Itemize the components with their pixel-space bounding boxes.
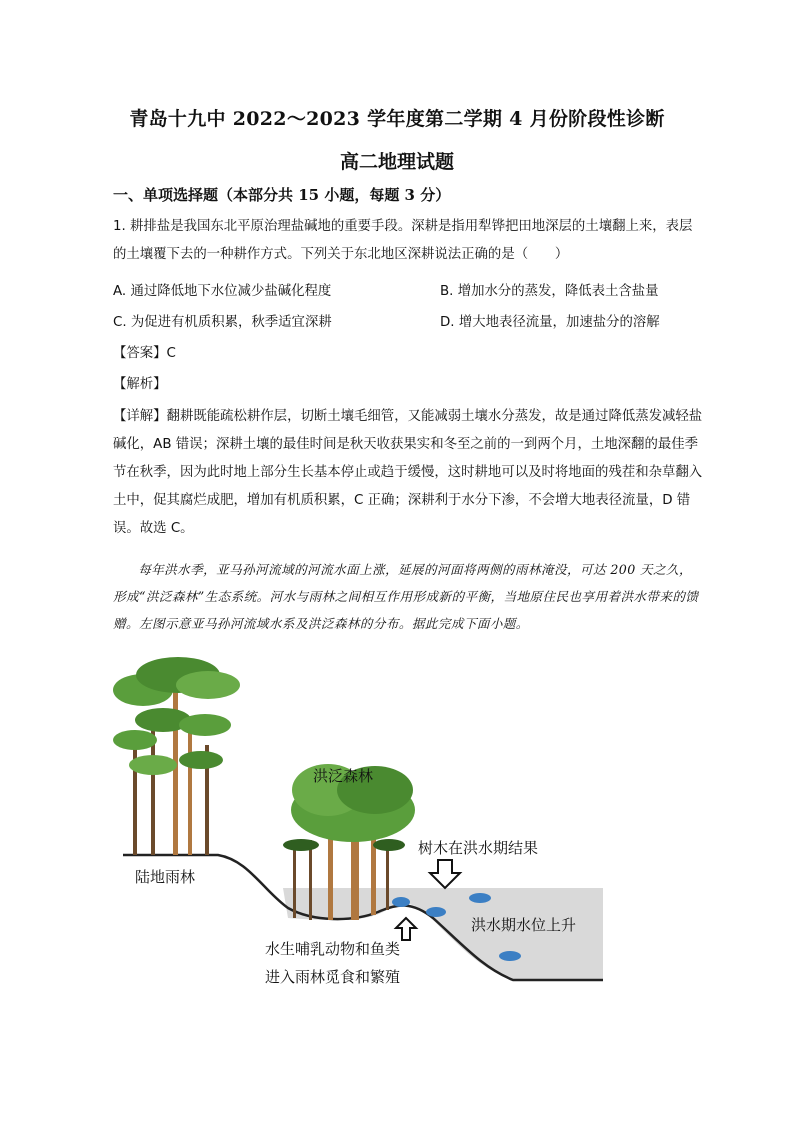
analysis-detail: 【详解】翻耕既能疏松耕作层，切断土壤毛细管，又能减弱土壤水分蒸发，故是通过降低蒸发减轻盐碱化，AB 错误；深耕土壤的最佳时间是秋天收获果实和冬至之前的一到两个月，土地深翻的最佳季节在秋季，因为此时地上部分生长基本停止或趋于缓慢，这时耕地可以及时将地面的残茬和杂草翻入土中，促其腐烂成肥，增加有机质积累，C 正确；深耕利于水分下渗，不会增大地表径流量，D 错误。故选 C。 bbox=[113, 409, 703, 536]
reading-material: 每年洪水季，亚马孙河流域的河流水面上涨，延展的河面将两侧的雨林淹没，可达 200 天之久，形成“洪泛森林”生态系统。河水与雨林之间相互作用形成新的平衡，当地原住民也享用着洪水带来的馈赠。左图示意亚马孙河流域水系及洪泛森林的分布。据此完成下面小题。 bbox=[113, 562, 699, 631]
option-c: C. 为促进有机质积累，秋季适宜深耕 bbox=[113, 315, 332, 330]
label-animals-line2: 进入雨林觅食和繁殖 bbox=[265, 968, 401, 986]
up-arrow-icon bbox=[396, 918, 416, 940]
option-b: B. 增加水分的蒸发，降低表土含盐量 bbox=[440, 284, 659, 299]
question-stem: 1. 耕排盐是我国东北平原治理盐碱地的重要手段。深耕是指用犁铧把田地深层的土壤翻上来，表层的土壤覆下去的一种耕作方式。下列关于东北地区深耕说法正确的是（ ） bbox=[113, 219, 693, 262]
document-title: 青岛十九中 2022～2023 学年度第二学期 4 月份阶段性诊断 bbox=[129, 108, 665, 130]
label-fruit: 树木在洪水期结果 bbox=[418, 839, 539, 857]
label-animals-line1: 水生哺乳动物和鱼类 bbox=[265, 940, 401, 958]
option-a: A. 通过降低地下水位减少盐碱化程度 bbox=[113, 284, 332, 299]
document-subtitle: 高二地理试题 bbox=[339, 151, 454, 173]
label-flood-forest: 洪泛森林 bbox=[313, 767, 374, 785]
label-water-rise: 洪水期水位上升 bbox=[471, 916, 577, 934]
option-d: D. 增大地表径流量，加速盐分的溶解 bbox=[440, 315, 660, 330]
down-arrow-icon bbox=[430, 860, 460, 888]
label-land-rainforest: 陆地雨林 bbox=[135, 868, 196, 886]
section-heading: 一、单项选择题（本部分共 15 小题，每题 3 分） bbox=[113, 186, 451, 204]
answer-line: 【答案】C bbox=[113, 346, 176, 361]
flood-forest-figure bbox=[113, 650, 613, 995]
analysis-label: 【解析】 bbox=[113, 377, 167, 392]
land-rainforest-trees bbox=[113, 657, 240, 855]
